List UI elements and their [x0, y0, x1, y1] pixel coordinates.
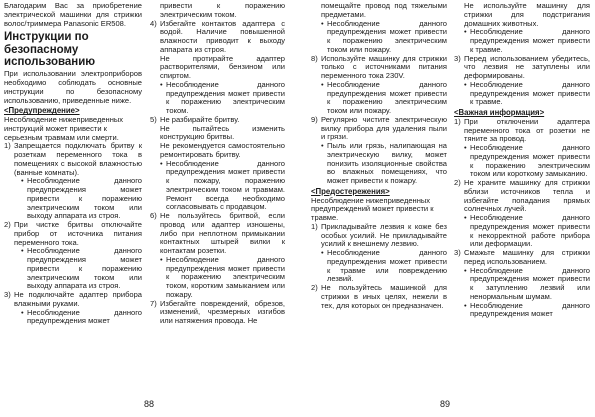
list-item: 5) Не разбирайте бритву.: [150, 114, 240, 124]
warning-subheading: <Предупреждение>: [4, 106, 80, 116]
intro-paragraph: При использовании электроприборов необходимо соблюдать основные инструкции по безопасному использованию, приведенные ниже.: [4, 69, 142, 105]
list-item-note: • Несоблюдение данного предупреждения может привести к поражению электрическим током или выходу аппарата из строя.: [21, 176, 142, 221]
list-item: 3) Не подключайте адаптер прибора влажными руками.: [4, 290, 142, 308]
column-3: [311, 2, 447, 310]
list-item-note: • Пыль или грязь, налипающая на электрическую вилку, может понизить изоляционные свойства во влажных помещениях, что может привести к пожару.: [321, 141, 447, 185]
column-1: [4, 2, 142, 326]
list-item-note: • Несоблюдение данного предупреждения может: [464, 300, 590, 319]
list-item: 2) Не пользуйтесь машинкой для стрижки в иных целях, нежели в тех, для которых он предназначен.: [311, 283, 447, 310]
list-item-note: • Несоблюдение данного предупреждения может привести к травме.: [464, 27, 590, 54]
caution-subheading: <Предостережения>: [311, 186, 390, 196]
list-item-para: Не рекомендуется самостоятельно ремонтировать бритву.: [160, 141, 285, 159]
intro-text: Благодарим Вас за приобретение электрической машинки для стрижки волос/триммера Panasonic ER508.: [4, 1, 142, 28]
list-item: 2) При чистке бритвы отключайте прибор от источника питания переменного тока.: [4, 220, 142, 247]
list-item-note: • Несоблюдение данного предупреждения может привести к пожару, поражению электрическим током и травмам. Ремонт всегда необходимо согласовывать с продавцом.: [160, 158, 285, 212]
list-item-note: • Несоблюдение данного предупреждения может привести к поражению электрическим током или пожару.: [321, 18, 447, 54]
continued-text: помещайте провод под тяжелыми предметами.: [321, 1, 447, 19]
continued-text: Не используйте машинку для стрижки для подстригания домашних животных.: [464, 1, 590, 28]
list-item-note: • Несоблюдение данного предупреждения может привести к травме.: [464, 79, 590, 107]
info-subheading: <Важная информация>: [454, 108, 545, 117]
list-item: 6) Не пользуйтесь бритвой, если провод или адаптер изношены, либо при неплотном примыкании контактных штырей вилки к контактам розетки.: [150, 211, 285, 255]
list-item-note: • Несоблюдение данного предупреждения может привести к поражению электрическим током или пожару.: [321, 79, 447, 115]
list-item: 9) Регулярно чистите электрическую вилку прибора для удаления пыли и грязи.: [311, 114, 447, 142]
list-item-para: Не протирайте адаптер растворителями, бензином или спиртом.: [160, 53, 285, 80]
section-heading: Инструкции по безопасному использованию: [4, 31, 96, 69]
list-item-note: • Несоблюдение данного предупреждения может привести к затуплению лезвий или ненормальным шумам.: [464, 265, 590, 301]
list-item: 1) Прикладывайте лезвия к коже без особых усилий. Не прикладывайте усилий к внешнему лезвию.: [311, 221, 447, 249]
list-item: 7) Избегайте повреждений, обрезов, изменений, чрезмерных изгибов или натяжения провода. Не: [150, 298, 285, 325]
continued-text: привести к поражению электрическим током.: [160, 1, 285, 19]
column-4: [454, 2, 590, 319]
list-item: 3) Перед использованием убедитесь, что лезвия не затуплены или деформированы.: [454, 53, 590, 80]
caution-intro: Несоблюдение нижеприведенных предупреждений может привести к травме.: [311, 195, 434, 222]
list-item-note: • Несоблюдение данного предупреждения может привести к травме или повреждению лезвий.: [321, 248, 447, 284]
list-item: 4) Избегайте контактов адаптера с водой. Наличие повышенной влажности приводит к выходу аппарата из строя.: [150, 18, 285, 54]
list-item-note: • Несоблюдение данного предупреждения может привести к поражению электрическим током, коротким замыканием или пожару.: [160, 254, 285, 299]
page-number-right: 89: [440, 399, 451, 409]
warning-intro: Несоблюдение нижеприведенных инструкций может привести к серьезным травмам или смерти.: [4, 115, 124, 142]
list-item-note: • Несоблюдение данного предупреждения может привести к поражению электрическим током.: [160, 79, 285, 115]
list-item: 8) Используйте машинку для стрижки только с источниками питания переменного тока 230V.: [311, 53, 447, 80]
list-item: 3) Смажьте машинку для стрижки перед использованием.: [454, 248, 590, 266]
list-item-note: • Несоблюдение данного предупреждения может привести к некорректной работе прибора или деформации.: [464, 213, 590, 249]
list-item: 2) Не храните машинку для стрижки вблизи источников тепла и избегайте попадания прямых солнечных лучей.: [454, 178, 590, 214]
page-number-left: 88: [144, 399, 155, 409]
list-item: 1) При отключении адаптера переменного тока от розетки не тяните за провод.: [454, 116, 590, 144]
list-item-note: • Несоблюдение данного предупреждения может привести к поражению электрическим током или короткому замыканию.: [464, 143, 590, 179]
list-item-note: • Несоблюдение данного предупреждения может: [21, 307, 142, 326]
list-item-para: Не пытайтесь изменить конструкцию бритвы.: [160, 123, 285, 142]
list-item: 1) Запрещается подключать бритву к розеткам переменного тока в помещениях с высокой влажностью (ванные комнаты).: [4, 141, 142, 177]
column-2: [150, 2, 285, 326]
list-item-note: • Несоблюдение данного предупреждения может привести к поражению электрическим током или выходу аппарата из строя.: [21, 246, 142, 291]
